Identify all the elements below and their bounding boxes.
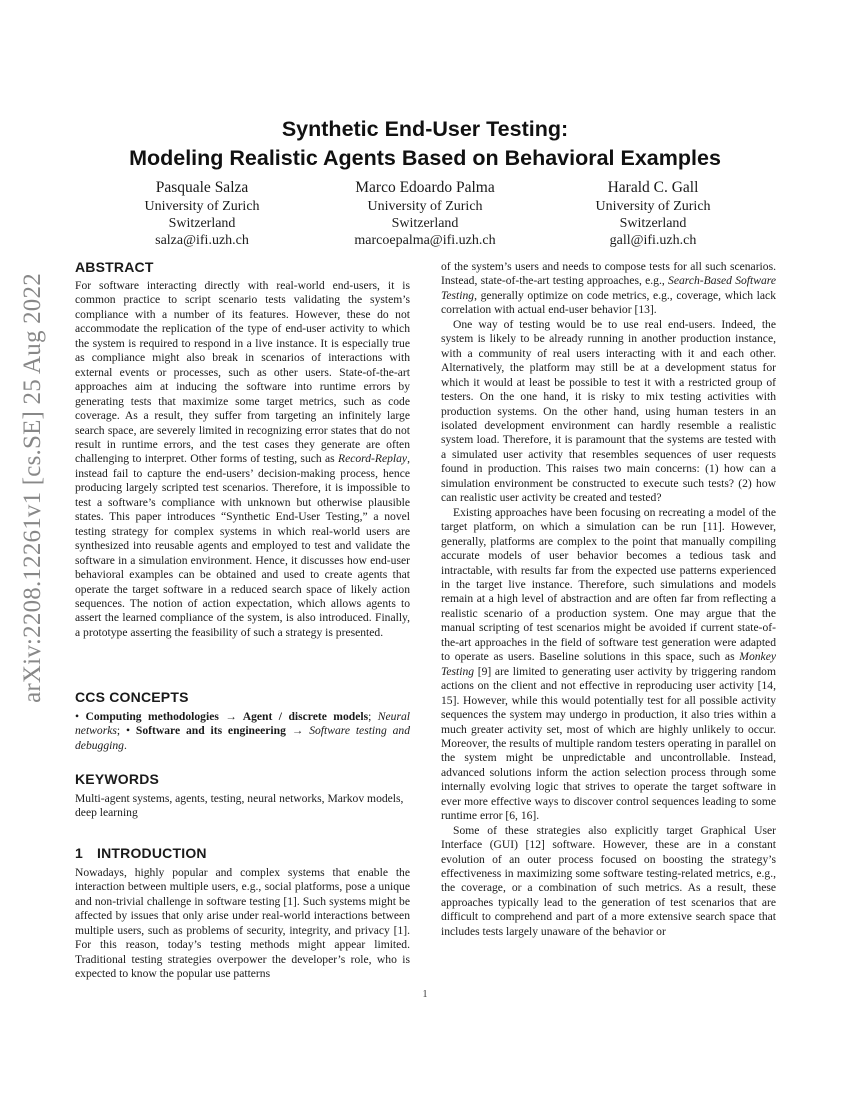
right-p3-seg-a: Existing approaches have been focusing on recreating a model of the target platform, on which a simulation can be run [11]. However, generally, platforms are complex to the point that manually compiling accurate models of user behavior becomes a tedious task and intractable, with results far from the expected use patterns experienced in the target live instance. Therefore, such simulations and models remain at a high level of abstraction and are often far from reflecting a realistic scenario of a production system. One may argue that the manual scripting of test scenarios might be avoided if current state-of-the-art approaches in the field of software test generation were adapted to operate as users. Baseline solutions in this space, such as: [441, 505, 776, 664]
author-affiliation: University of Zurich: [595, 199, 711, 214]
abstract-section: [75, 258, 410, 640]
paper-title: [60, 115, 790, 173]
author-affiliation: University of Zurich: [367, 199, 483, 214]
keywords-section: [75, 770, 410, 821]
abstract-seg-1: For software interacting directly with real-world end-users, it is common practice to script scenario tests validating the system’s compliance with a number of its features. However, these do not accommodate the replication of the type of end-user activity to which the system is required to respond in a live instance. It is especially true as compliance might also break in scenarios of interactions with external events or processes, such as other users. State-of-the-art approaches aim at inducing the software into runtime errors by generating tests that maximize some target metrics, such as code coverage. As a result, they suffer from targeting an infinitely large search space, are severely limited in recognizing error states that do not result in runtime errors, and the test cases they generate are often challenging to interpret. Other forms of testing, such as: [75, 279, 410, 466]
ccs-concept-1-sub: Neural networks: [75, 710, 410, 738]
section-title: INTRODUCTION: [97, 845, 207, 861]
ccs-concept-2: Software and its engineering →: [135, 724, 310, 738]
right-p3-seg-b: [9] are limited to generating user activity by triggering random actions on the client and not effective in reproducing user activity [14, 15]. However, while this would potentially test for all possible activity sequences the system may undergo in production, it also tries within a much greater activity set, most of which are highly unlikely to occur. Moreover, the results of multiple random testers operating in parallel on the system might be unpredictable and uncontrollable. Instead, advanced solutions inform the action selection process through some internally evolving logic that strives to operate the target software in ever more effective ways to discover control sequences leading to some runtime error [6, 16].: [441, 664, 776, 823]
ccs-concept-1: Computing methodologies → Agent / discrete models: [85, 710, 369, 723]
abstract-heading: ABSTRACT: [75, 259, 154, 275]
keywords-text: Multi-agent systems, agents, testing, neural networks, Markov models, deep learning: [75, 792, 404, 820]
right-paragraph-1: [441, 260, 776, 318]
ccs-text: [75, 710, 410, 753]
ccs-section: [75, 688, 410, 753]
intro-paragraph-1: Nowadays, highly popular and complex systems that enable the interaction between multiple users, e.g., social platforms, pose a unique and non-trivial challenge in software testing [1]. Such systems might be affected by issues that only arise under real-world interactions between multiple users, such as problems of security, integrity, and privacy [1]. For this reason, today’s testing methods might appear limited. Traditional testing strategies overpower the developer’s role, who is expected to know the popular use patterns: [75, 866, 410, 981]
section-number: 1: [75, 845, 83, 861]
author-country: Switzerland: [619, 216, 687, 231]
introduction-heading: [75, 844, 410, 862]
term-monkey-testing: Monkey Testing: [441, 650, 776, 678]
author-3: [533, 178, 773, 249]
author-block: [0, 178, 850, 253]
right-paragraph-2: One way of testing would be to use real end-users. Indeed, the system is likely to be already running in another production instance, with a community of real users interacting with it and each other. Alternatively, the platform may still be at a development status for which it would at least be possible to test it with a restricted group of testers. On the one hand, it is risky to mix testing activities with production systems. On the other hand, using human testers in an isolated development environment can hardly resemble a realistic system load. Therefore, it is paramount that the systems are tested with a simulated user activity that resembles sequences of user requests found in production. This raises two main concerns: (1) how can a simulation environment be constructed to execute such tests? (2) how can realistic user activity be created and tested?: [441, 317, 776, 505]
right-paragraph-4: Some of these strategies also explicitly target Graphical User Interface (GUI) [12] software. However, these are in a constant evolution of an outer process focused on boosting the strategy’s effectiveness in maximizing some software testing-related metrics, e.g., the coverage, or a combination of such metrics. As a result, these approaches typically lead to the generation of test scenarios that are difficult to comprehend and part of a more extensive search space that includes tests largely unaware of the behavior or: [441, 823, 776, 938]
title-line-2: Modeling Realistic Agents Based on Behavioral Examples: [129, 146, 721, 170]
ccs-separator: ;: [368, 710, 378, 723]
author-1: [82, 178, 322, 249]
author-country: Switzerland: [391, 216, 459, 231]
ccs-concept-2-sub: Software testing and debugging: [75, 724, 410, 752]
right-column: [441, 260, 776, 939]
ccs-heading: CCS CONCEPTS: [75, 689, 189, 705]
author-email: marcoepalma@ifi.uzh.ch: [354, 233, 496, 248]
introduction-section: [75, 844, 410, 982]
right-p1-seg-a: of the system’s users and needs to compose tests for all such scenarios. Instead, state-of-the-art testing approaches, e.g.,: [441, 260, 776, 288]
term-search-based-software-testing: Search-Based Software Testing: [441, 274, 776, 302]
right-p1-seg-b: , generally optimize on code metrics, e.g., coverage, which lack correlation with actual end-user behavior [13].: [441, 288, 776, 317]
author-email: gall@ifi.uzh.ch: [609, 233, 697, 248]
abstract-term-record-replay: Record-Replay: [337, 452, 408, 466]
author-2: [305, 178, 545, 249]
keywords-heading: KEYWORDS: [75, 771, 160, 787]
right-paragraph-3: [441, 506, 776, 824]
abstract-seg-2: , instead fail to capture the end-users’ decision-making process, hence producing largely scripted test scenarios. Therefore, it is impossible to test a software’s compliance with unknown but otherwise plausible states. This paper introduces “Synthetic End-User Testing,” a novel testing strategy for complex systems in which real-world users are synthesized into reusable agents and employed to test and validate the software in a simulation environment. Hence, it discusses how end-user behavioral examples can be obtained and used to create agents that operate the target software in a reduced search space of likely action sequences. The notion of action expectation, which allows agents to assert the learned compliance of the system, is also introduced. Finally, a prototype asserting the feasibility of such a strategy is presented.: [75, 452, 410, 639]
author-name: Marco Edoardo Palma: [355, 179, 495, 196]
title-line-1: Synthetic End-User Testing:: [281, 117, 569, 141]
ccs-bullet: •: [125, 724, 136, 738]
ccs-bullet: •: [75, 710, 86, 723]
ccs-end: .: [123, 738, 127, 752]
arxiv-stamp: [14, 273, 52, 703]
author-country: Switzerland: [168, 216, 236, 231]
author-email: salza@ifi.uzh.ch: [155, 233, 249, 248]
author-affiliation: University of Zurich: [144, 199, 260, 214]
arxiv-stamp-text: arXiv:2208.12261v1 [cs.SE] 25 Aug 2022: [19, 273, 47, 703]
abstract-text: [75, 279, 410, 640]
author-name: Pasquale Salza: [155, 179, 249, 196]
author-name: Harald C. Gall: [607, 179, 699, 196]
ccs-separator: ;: [116, 724, 126, 738]
page-number: 1: [422, 989, 428, 1000]
